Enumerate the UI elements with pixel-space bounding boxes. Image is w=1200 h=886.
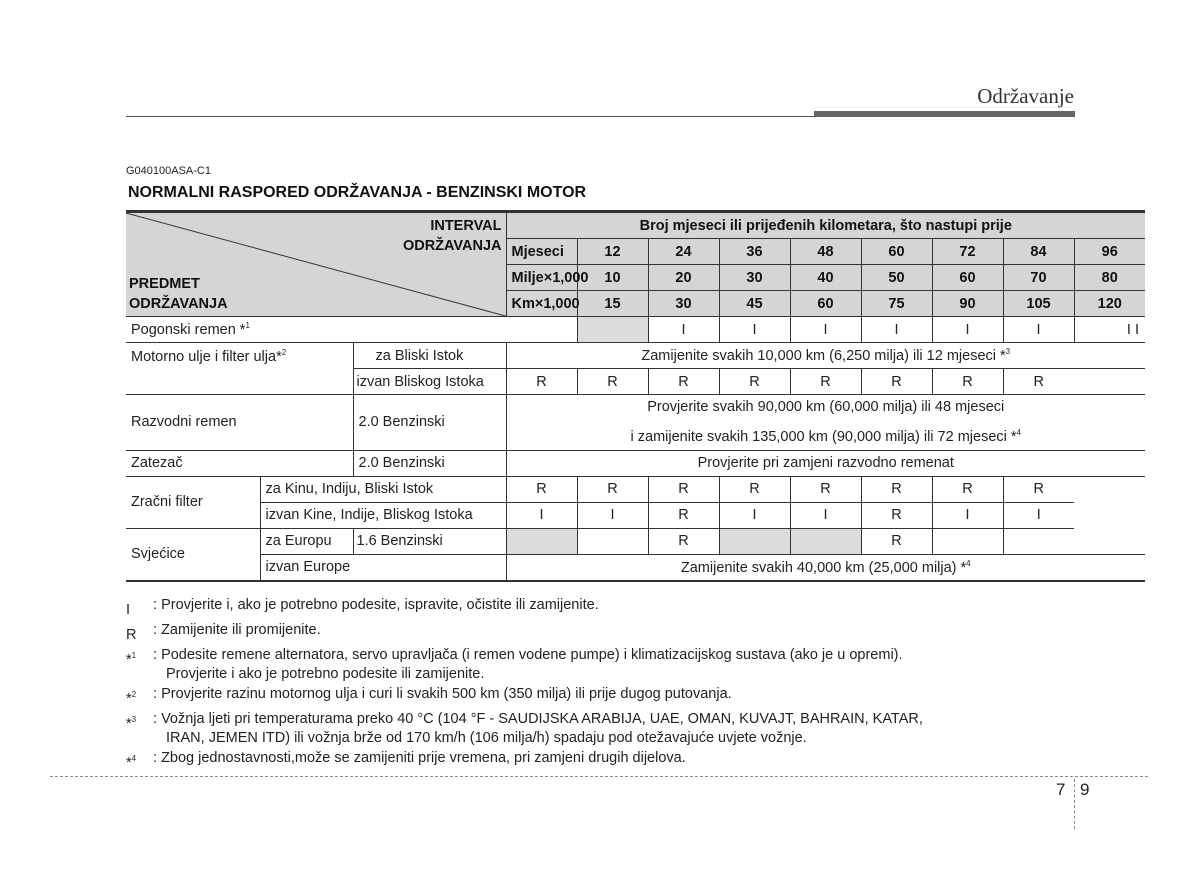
sub-item-label: za Kinu, Indiju, Bliski Istok — [260, 476, 506, 502]
interval-value: 60 — [790, 291, 861, 317]
schedule-cell: I — [790, 502, 861, 528]
table-row — [126, 528, 1145, 554]
row-label: Milje×1,000 — [506, 265, 577, 291]
maintenance-schedule-table — [126, 210, 1145, 582]
interval-value: 45 — [719, 291, 790, 317]
chapter-number: 7 — [1056, 780, 1066, 799]
schedule-cell: R — [648, 476, 719, 502]
interval-value: 20 — [648, 265, 719, 291]
schedule-cell: R — [648, 369, 719, 395]
corner-item-label: PREDMET ODRŽAVANJA — [129, 276, 228, 312]
interval-value: 60 — [861, 239, 932, 265]
item-label: Motorno ulje i filter ulja*$^2$ — [126, 343, 353, 395]
sub-item-label: 2.0 Benzinski — [353, 450, 506, 476]
schedule-cell: I — [1003, 502, 1074, 528]
row-label: Km×1,000 — [506, 291, 577, 317]
interval-value: 15 — [577, 291, 648, 317]
interval-value: 10 — [577, 265, 648, 291]
page-header-title: Održavanje — [977, 84, 1074, 108]
table-row — [126, 554, 1145, 581]
schedule-cell: I — [861, 317, 932, 343]
interval-value: 75 — [861, 291, 932, 317]
schedule-cell: R — [1003, 369, 1074, 395]
schedule-cell — [577, 317, 648, 343]
footnotes — [126, 596, 923, 774]
header-bar — [814, 111, 1075, 117]
table-row — [126, 502, 1145, 528]
page-number: 9 — [1080, 780, 1090, 799]
item-label: Svjećice — [126, 528, 260, 581]
sub-item-label: za Bliski Istok — [353, 343, 506, 369]
schedule-cell: R — [648, 502, 719, 528]
interval-value: 60 — [932, 265, 1003, 291]
interval-value: 30 — [719, 265, 790, 291]
interval-value: 36 — [719, 239, 790, 265]
table-row — [126, 343, 1145, 369]
schedule-cell: R — [719, 476, 790, 502]
table-row — [126, 317, 1145, 343]
footer-divider — [50, 776, 1148, 777]
schedule-cell: R — [577, 369, 648, 395]
sub-item-label: 2.0 Benzinski — [353, 395, 506, 451]
schedule-cell: I — [719, 502, 790, 528]
interval-value: 72 — [932, 239, 1003, 265]
schedule-cell: R — [861, 528, 932, 554]
schedule-cell: I — [932, 502, 1003, 528]
schedule-cell: R — [719, 369, 790, 395]
interval-value: 30 — [648, 291, 719, 317]
schedule-note: Zamijenite svakih 10,000 km (6,250 milja) ili 12 mjeseci *$^3$ — [506, 343, 1145, 369]
schedule-note: Provjerite svakih 90,000 km (60,000 milja) ili 48 mjeseci i zamijenite svakih 135,000 km (90,000 milja) ili 72 mjeseci *$^4$ — [506, 395, 1145, 451]
schedule-cell — [1003, 528, 1074, 554]
sub-item-label: 1.6 Benzinski — [353, 528, 506, 554]
item-label: Zatezač — [126, 450, 353, 476]
item-label: Razvodni remen — [126, 395, 353, 451]
schedule-cell: R — [577, 476, 648, 502]
schedule-cell: I — [790, 317, 861, 343]
schedule-cell — [506, 528, 577, 554]
schedule-cell: R — [790, 476, 861, 502]
footnote: *$^3$ : Vožnja ljeti pri temperaturama preko 40 °C (104 °F - SAUDIJSKA ARABIJA, UAE, OMAN, KUVAJT, BAHRAIN, KATAR, IRAN, JEMEN ITD) ili vožnja brže od 170 km/h (106 milja/h) spadaju pod otežavajuće uvjete vožnje. — [126, 710, 923, 747]
schedule-cell: R — [932, 369, 1003, 395]
interval-value: 120 — [1074, 291, 1145, 317]
row-label: Mjeseci — [506, 239, 577, 265]
sub-item-label: izvan Bliskog Istoka — [353, 369, 506, 395]
schedule-cell: R — [506, 369, 577, 395]
interval-value: 40 — [790, 265, 861, 291]
corner-interval-label: INTERVAL ODRŽAVANJA — [402, 218, 502, 254]
interval-value: 84 — [1003, 239, 1074, 265]
schedule-cell: R — [932, 476, 1003, 502]
footnote: *$^1$ : Podesite remene alternatora, servo upravljača (i remen vodene pumpe) i klimatizacijskog sustava (ako je u opremi). Provjerite i ako je potrebno podesite ili zamijenite. — [126, 646, 903, 683]
interval-value: 80 — [1074, 265, 1145, 291]
sub-item-label: izvan Kine, Indije, Bliskog Istoka — [260, 502, 506, 528]
interval-value: 90 — [932, 291, 1003, 317]
schedule-cell — [719, 528, 790, 554]
table-row — [126, 395, 1145, 451]
schedule-cell — [790, 528, 861, 554]
table-header-row — [126, 212, 1145, 239]
schedule-cell: I I — [1074, 317, 1145, 343]
schedule-note: Provjerite pri zamjeni razvodno remenat — [506, 450, 1145, 476]
schedule-cell: I — [577, 502, 648, 528]
schedule-cell: R — [861, 502, 932, 528]
schedule-note: Zamijenite svakih 40,000 km (25,000 milja) *$^4$ — [506, 554, 1145, 581]
footnote: *$^2$ : Provjerite razinu motornog ulja i curi li svakih 500 km (350 milja) ili prije dugog putovanja. — [126, 686, 732, 707]
interval-heading: Broj mjeseci ili prijeđenih kilometara, što nastupi prije — [506, 212, 1145, 239]
interval-value: 50 — [861, 265, 932, 291]
schedule-cell: I — [932, 317, 1003, 343]
interval-value: 105 — [1003, 291, 1074, 317]
table-corner-cell — [126, 212, 506, 317]
interval-value: 24 — [648, 239, 719, 265]
schedule-cell: R — [861, 476, 932, 502]
schedule-cell: I — [648, 317, 719, 343]
schedule-cell: R — [790, 369, 861, 395]
section-title: NORMALNI RASPORED ODRŽAVANJA - BENZINSKI MOTOR — [128, 184, 587, 201]
interval-value: 12 — [577, 239, 648, 265]
item-label: Zračni filter — [126, 476, 260, 528]
schedule-cell — [932, 528, 1003, 554]
schedule-cell: I — [719, 317, 790, 343]
schedule-cell — [577, 528, 648, 554]
table-row — [126, 450, 1145, 476]
schedule-cell: R — [1003, 476, 1074, 502]
table-row — [126, 476, 1145, 502]
item-label: Pogonski remen *$^1$ — [126, 317, 577, 343]
schedule-cell: R — [506, 476, 577, 502]
footnote: R : Zamijenite ili promijenite. — [126, 621, 321, 643]
footnote: I : Provjerite i, ako je potrebno podesite, ispravite, očistite ili zamijenite. — [126, 597, 599, 618]
interval-value: 96 — [1074, 239, 1145, 265]
schedule-cell: I — [506, 502, 577, 528]
schedule-cell: R — [861, 369, 932, 395]
sub-item-label: izvan Europe — [260, 554, 506, 581]
sub-item-label: za Europu — [260, 528, 353, 554]
interval-value: 48 — [790, 239, 861, 265]
schedule-cell: R — [648, 528, 719, 554]
interval-value: 70 — [1003, 265, 1074, 291]
page-number-divider — [1074, 779, 1075, 829]
document-code: G040100ASA-C1 — [126, 165, 211, 177]
schedule-cell: I — [1003, 317, 1074, 343]
footnote: *$^4$ : Zbog jednostavnosti,može se zamijeniti prije vremena, pri zamjeni drugih dijelova. — [126, 750, 686, 772]
header-rule — [126, 116, 814, 117]
